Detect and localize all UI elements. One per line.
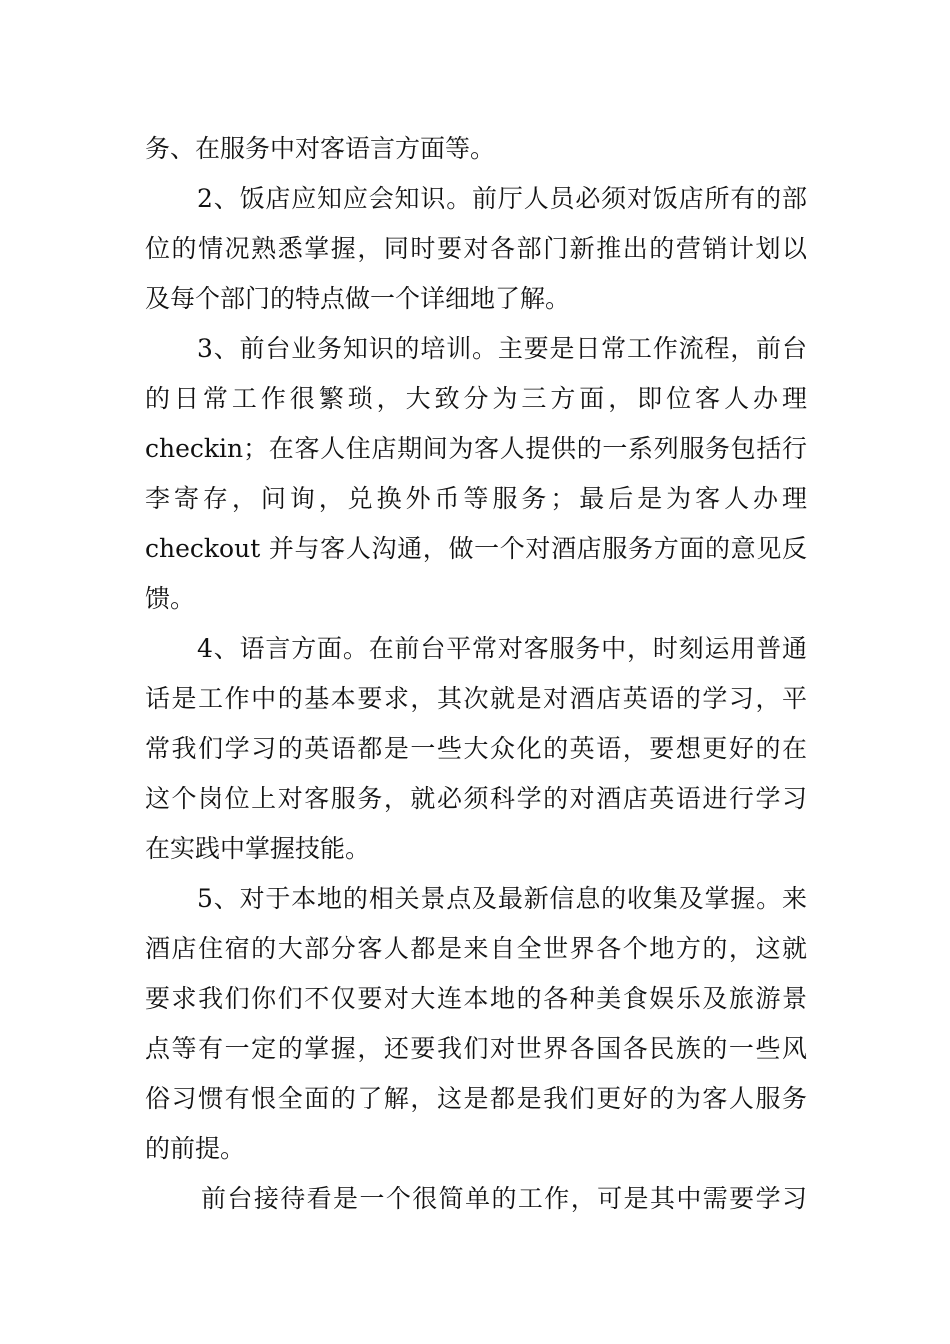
text-line: 俗习惯有恨全面的了解，这是都是我们更好的为客人服务 — [145, 1084, 807, 1113]
text-line: 4、语言方面。在前台平常对客服务中，时刻运用普通 — [197, 634, 807, 663]
text-line: 话是工作中的基本要求，其次就是对酒店英语的学习，平 — [145, 684, 807, 713]
text-line: 李寄存，问询，兑换外币等服务；最后是为客人办理 — [145, 484, 807, 513]
text-line: 的日常工作很繁琐，大致分为三方面，即位客人办理 — [145, 384, 807, 413]
text-line: 位的情况熟悉掌握，同时要对各部门新推出的营销计划以 — [145, 234, 807, 263]
text-line: 馈。 — [145, 584, 196, 613]
text-line: 前台接待看是一个很简单的工作，可是其中需要学习 — [201, 1184, 807, 1213]
text-line: checkout 并与客人沟通，做一个对酒店服务方面的意见反 — [145, 534, 807, 563]
text-line: 2、饭店应知应会知识。前厅人员必须对饭店所有的部 — [197, 184, 807, 213]
text-line: 的前提。 — [145, 1134, 246, 1163]
document-body — [145, 124, 807, 1224]
text-line: 5、对于本地的相关景点及最新信息的收集及掌握。来 — [197, 884, 807, 913]
text-line: 3、前台业务知识的培训。主要是日常工作流程，前台 — [197, 334, 807, 363]
text-line: 这个岗位上对客服务，就必须科学的对酒店英语进行学习 — [145, 784, 807, 813]
text-line: 酒店住宿的大部分客人都是来自全世界各个地方的，这就 — [145, 934, 807, 963]
text-line: 点等有一定的掌握，还要我们对世界各国各民族的一些风 — [145, 1034, 807, 1063]
text-line: 要求我们你们不仅要对大连本地的各种美食娱乐及旅游景 — [145, 984, 807, 1013]
text-line: 在实践中掌握技能。 — [145, 834, 371, 863]
text-line: 及每个部门的特点做一个详细地了解。 — [145, 284, 571, 313]
text-line: 务、在服务中对客语言方面等。 — [145, 134, 496, 163]
text-line: 常我们学习的英语都是一些大众化的英语，要想更好的在 — [145, 734, 807, 763]
text-line: checkin；在客人住店期间为客人提供的一系列服务包括行 — [145, 434, 807, 463]
